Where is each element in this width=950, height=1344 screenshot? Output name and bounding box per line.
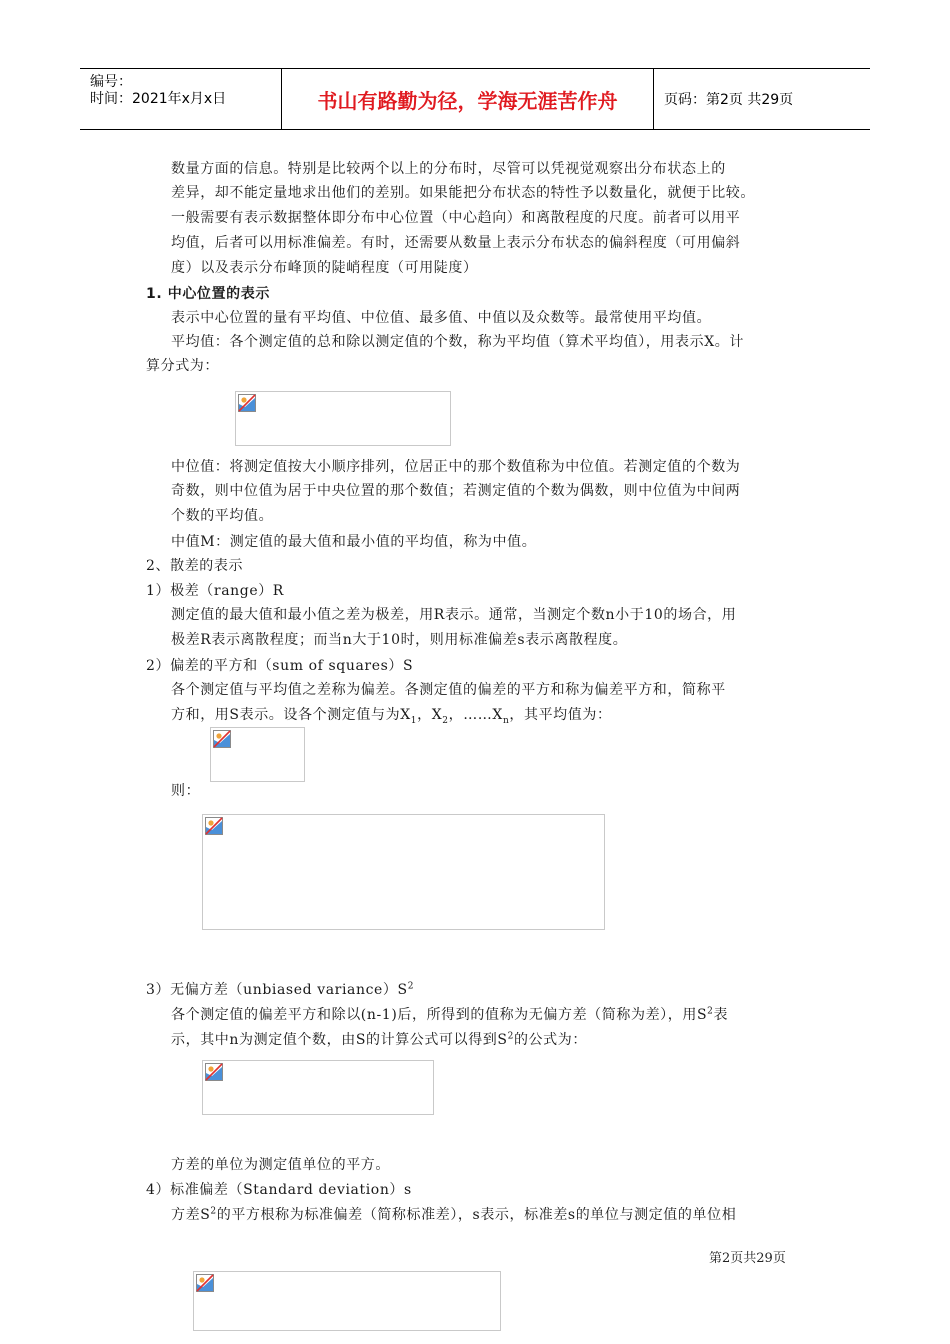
paragraph-line: 个数的平均值。 [171, 508, 274, 524]
paragraph-line: 中位值：将测定值按大小顺序排列，位居正中的那个数值称为中位值。若测定值的个数为 [171, 459, 741, 475]
paragraph-line: 极差R表示离散程度；而当n大于10时，则用标准偏差s表示离散程度。 [171, 632, 628, 648]
paragraph-line: 一般需要有表示数据整体即分布中心位置（中心趋向）和离散程度的尺度。前者可以用平 [171, 210, 741, 226]
doc-code-label: 编号： [90, 74, 132, 90]
paragraph-line: 均值，后者可以用标准偏差。有时，还需要从数量上表示分布状态的偏斜程度（可用偏斜 [171, 235, 741, 251]
paragraph-line: 差异，却不能定量地求出他们的差别。如果能把分布状态的特性予以数量化，就便于比较。 [171, 185, 755, 201]
subsection-heading: 3）无偏方差（unbiased $variance)S^2$ [146, 981, 415, 998]
broken-image-icon [196, 1274, 214, 1292]
paragraph-line: 各个测定值的偏差平方和除以(n-1)后，所得到的值称为无偏方差（简称为差），用$S^2$表 [171, 1006, 729, 1023]
header-page-number: 页码：第2页 共29页 [664, 92, 794, 108]
paragraph-line: 测定值的最大值和最小值之差为极差，用R表示。通常，当测定个数n小于10的场合，用 [171, 607, 737, 623]
broken-image-icon [238, 394, 256, 412]
formula-image-standard-deviation [193, 1271, 501, 1331]
paragraph-line: 算分式为： [146, 358, 219, 374]
paragraph-line: 度）以及表示分布峰顶的陡峭程度（可用陡度） [171, 260, 478, 276]
paragraph-line: 方和，用S表示。设各个测定值与为$X_1$，$X_2$，$\dots\dots X_n$，其平均值为： [171, 707, 612, 726]
formula-image-average [210, 727, 305, 782]
header-meta-cell [80, 69, 282, 129]
paragraph-line: 则： [171, 783, 201, 799]
broken-image-icon [205, 1063, 223, 1081]
page-footer: 第2页共29页 [709, 1251, 786, 1266]
broken-image-icon [205, 817, 223, 835]
formula-image-variance [202, 1060, 434, 1115]
formula-image-mean [235, 391, 451, 446]
paragraph-line: 数量方面的信息。特别是比较两个以上的分布时，尽管可以凭视觉观察出分布状态上的 [171, 161, 726, 177]
paragraph-line: 示，其中n为测定值个数，由S的计算公式可以得到$S^2$的公式为： [171, 1031, 587, 1048]
section-heading: 2、散差的表示 [146, 558, 244, 574]
paragraph-line: 表示中心位置的量有平均值、中位值、最多值、中值以及众数等。最常使用平均值。 [171, 310, 712, 326]
doc-date-label: 时间：2021年x月x日 [90, 91, 227, 107]
subsection-heading: 2）偏差的平方和（sum of squares）S [146, 658, 414, 674]
broken-image-icon [213, 730, 231, 748]
paragraph-line: 奇数，则中位值为居于中央位置的那个数值；若测定值的个数为偶数，则中位值为中间两 [171, 483, 741, 499]
subsection-heading: 1）极差（range）R [146, 583, 284, 599]
paragraph-line: 各个测定值与平均值之差称为偏差。各测定值的偏差的平方和称为偏差平方和，简称平 [171, 682, 726, 698]
subsection-heading: 4）标准偏差（Standard deviation）s [146, 1182, 412, 1198]
section-heading: 1. 中心位置的表示 [146, 286, 270, 302]
paragraph-line: 中值M：测定值的最大值和最小值的平均值，称为中值。 [171, 534, 537, 550]
paragraph-line: 方差的单位为测定值单位的平方。 [171, 1157, 390, 1173]
formula-image-sum-of-squares [202, 814, 605, 930]
header-motto: 书山有路勤为径，学海无涯苦作舟 [282, 69, 654, 129]
page-header [80, 68, 870, 130]
paragraph-line: 平均值：各个测定值的总和除以测定值的个数，称为平均值（算术平均值），用表示X。计 [171, 334, 744, 350]
paragraph-line: 方差$S^2$的平方根称为标准偏差（简称标准差），s表示，标准差s的单位与测定值的单位相 [171, 1206, 737, 1223]
